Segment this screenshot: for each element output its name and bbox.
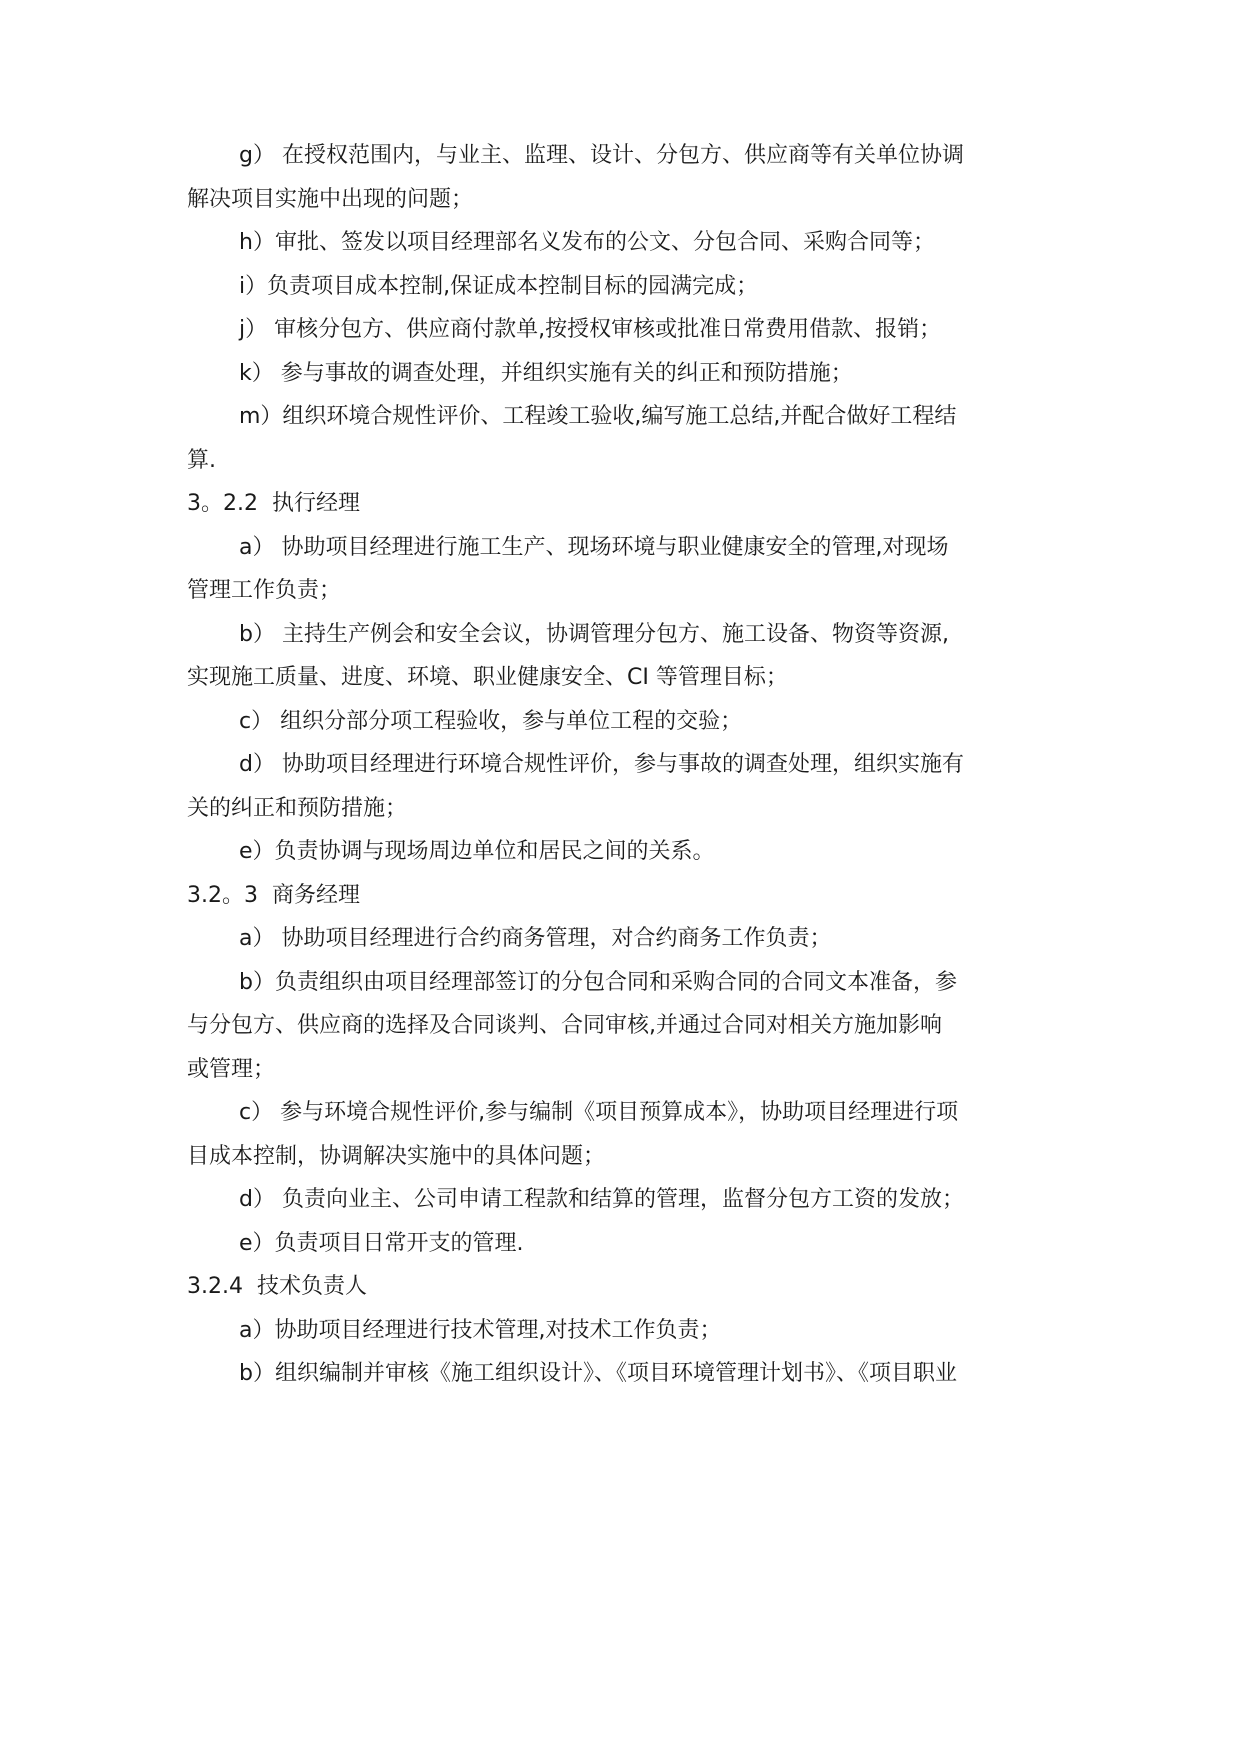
text-line: g） 在授权范围内，与业主、监理、设计、分包方、供应商等有关单位协调	[239, 143, 964, 168]
text-line: k） 参与事故的调查处理，并组织实施有关的纠正和预防措施；	[239, 360, 853, 386]
text-line: e）负责协调与现场周边单位和居民之间的关系。	[239, 839, 715, 864]
paragraph	[187, 1091, 1057, 1178]
text-line: 3.2。3 商务经理	[187, 882, 360, 908]
paragraph	[187, 308, 1057, 352]
text-line: h）审批、签发以项目经理部名义发布的公文、分包合同、采购合同等；	[239, 230, 935, 255]
paragraph	[187, 613, 1057, 700]
text-line: 解决项目实施中出现的问题；	[187, 186, 474, 212]
text-line: a） 协助项目经理进行施工生产、现场环境与职业健康安全的管理,对现场	[239, 534, 949, 560]
text-line: 目成本控制，协调解决实施中的具体问题；	[187, 1143, 606, 1169]
section-heading	[187, 874, 360, 918]
text-line: b）组织编制并审核《施工组织设计》、《项目环境管理计划书》、《项目职业	[239, 1361, 957, 1386]
text-line: 或管理；	[187, 1056, 276, 1082]
section-heading	[187, 1265, 367, 1309]
text-line: b） 主持生产例会和安全会议，协调管理分包方、施工设备、物资等资源,	[239, 621, 949, 647]
text-line: 实现施工质量、进度、环境、职业健康安全、CI 等管理目标；	[187, 665, 788, 690]
text-line: c） 参与环境合规性评价,参与编制《项目预算成本》，协助项目经理进行项	[239, 1100, 959, 1125]
paragraph	[187, 395, 1057, 482]
text-line: 算.	[187, 447, 216, 473]
section-heading	[187, 482, 360, 526]
paragraph	[187, 743, 1057, 830]
paragraph	[187, 1309, 1057, 1353]
paragraph	[187, 917, 1057, 961]
paragraph	[187, 700, 1057, 744]
paragraph	[187, 1222, 1057, 1266]
text-line: a）协助项目经理进行技术管理,对技术工作负责；	[239, 1317, 722, 1343]
paragraph	[187, 134, 1057, 221]
text-line: b）负责组织由项目经理部签订的分包合同和采购合同的合同文本准备，参	[239, 969, 957, 995]
text-line: i）负责项目成本控制,保证成本控制目标的园满完成；	[239, 273, 759, 299]
text-line: 关的纠正和预防措施；	[187, 795, 408, 821]
paragraph	[187, 830, 1057, 874]
paragraph	[187, 352, 1057, 396]
text-line: c） 组织分部分项工程验收，参与单位工程的交验；	[239, 708, 743, 734]
text-line: a） 协助项目经理进行合约商务管理，对合约商务工作负责；	[239, 926, 832, 951]
text-line: e）负责项目日常开支的管理.	[239, 1230, 524, 1256]
paragraph	[187, 221, 1057, 265]
text-line: 与分包方、供应商的选择及合同谈判、合同审核,并通过合同对相关方施加影响	[187, 1013, 942, 1038]
text-line: d） 协助项目经理进行环境合规性评价，参与事故的调查处理，组织实施有	[239, 752, 964, 777]
text-line: 3.2.4 技术负责人	[187, 1274, 367, 1299]
paragraph	[187, 961, 1057, 1092]
paragraph	[187, 1178, 1057, 1222]
paragraph	[187, 1352, 1057, 1396]
paragraph	[187, 265, 1057, 309]
text-line: 3。2.2 执行经理	[187, 491, 360, 516]
text-line: m）组织环境合规性评价、工程竣工验收,编写施工总结,并配合做好工程结	[239, 404, 957, 429]
text-line: j） 审核分包方、供应商付款单,按授权审核或批准日常费用借款、报销；	[239, 317, 942, 342]
text-line: d） 负责向业主、公司申请工程款和结算的管理，监督分包方工资的发放；	[239, 1187, 964, 1212]
paragraph	[187, 526, 1057, 613]
text-line: 管理工作负责；	[187, 578, 342, 603]
